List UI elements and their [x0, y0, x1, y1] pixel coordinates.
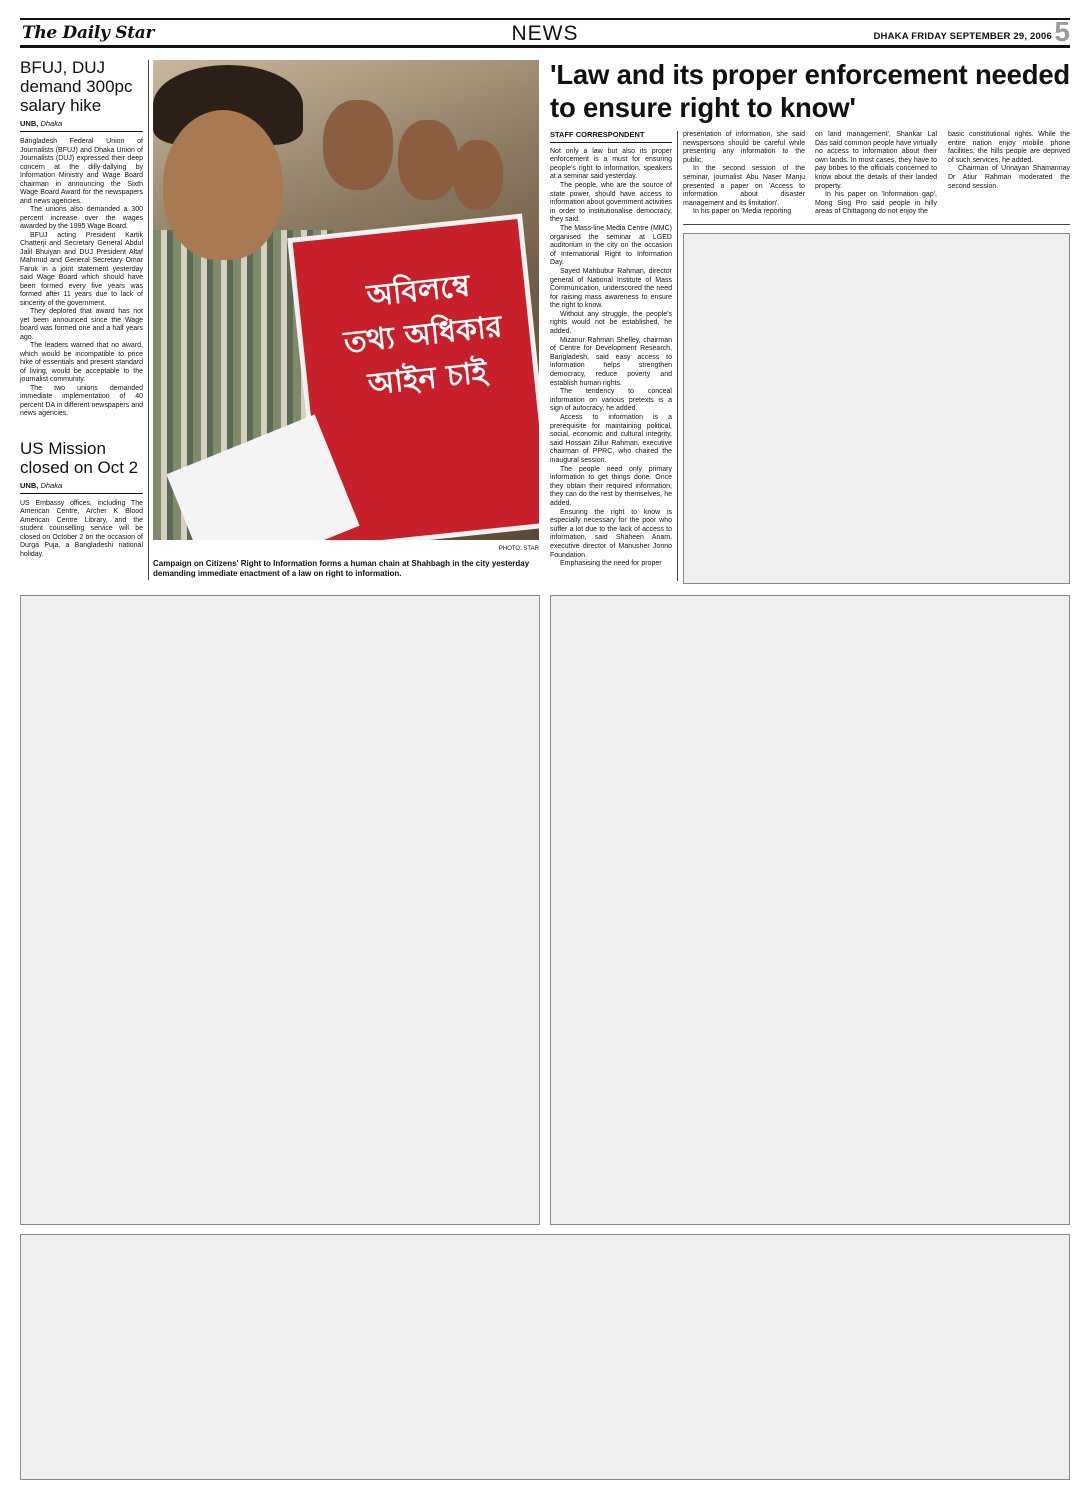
story-paragraph: Without any struggle, the people's rights would not be established, he added. [550, 310, 672, 336]
main-story-column-3 [815, 131, 937, 217]
story-byline [20, 481, 143, 494]
byline-place: Dhaka [40, 119, 63, 128]
photo-caption: Campaign on Citizens' Right to Information forms a human chain at Shahbagh in the city yesterday demanding immediate enactment of a law on right to information. [153, 559, 530, 578]
story-paragraph: The people, who are the source of state power, should have access to information about government activities in order to institutionalise democracy, they said. [550, 181, 672, 224]
column-divider [677, 131, 678, 581]
person-shape [453, 140, 503, 210]
story-paragraph: on land management', Shankar Lal Das said common people have virtually no access to information about their own lands. In most cases, they have to pay bribes to the officials concerned to know about the details of their landed property. [815, 131, 937, 190]
ad-placeholder-right-large [550, 595, 1070, 1225]
story-paragraph: In his paper on 'Media reporting [693, 208, 792, 216]
main-story-column-4 [948, 131, 1070, 191]
boy-face-shape [163, 110, 283, 260]
byline-place: Dhaka [40, 480, 63, 490]
byline-agency: UNB, [20, 480, 39, 490]
story-body [20, 138, 143, 419]
story-paragraph: Emphasising the need for proper [560, 560, 662, 568]
story-paragraph: The Mass-line Media Centre (MMC) organised the seminar at LGED auditorium in the city on the occasion of International Right to Information Day. [550, 224, 672, 267]
story-paragraph: The leaders warned that no award, which would be incompatible to price hike of essentials and present standard of living, would be acceptable to the journalist community. [20, 342, 143, 383]
issue-date: DHAKA FRIDAY SEPTEMBER 29, 2006 [873, 31, 1052, 42]
left-column [20, 58, 143, 559]
section-title: NEWS [511, 22, 579, 45]
sign-text: অবিলম্বে তথ্য অধিকার আইন চাই [342, 268, 504, 403]
story-paragraph: US Embassy offices, including The American Centre, Archer K Blood American Centre Library, and the student counselling service will be closed on October 2 on the occasion of Durga Puja, a Bangladeshi national holiday. [20, 499, 143, 558]
story-paragraph: Access to information is a prerequisite for maintaining political, social, economic and cultural integrity, said Hossain Zillur Rahman, executive chairman of PPRC, who chaired the inaugural session. [550, 414, 672, 464]
story-us-mission [20, 439, 143, 560]
story-paragraph: The tendency to conceal information on various pretexts is a sign of autocracy, he added. [550, 388, 672, 413]
story-paragraph: Bangladesh Federal Union of Journalists (BFUJ) and Dhaka Union of Journalists (DUJ) expressed their deep concern at the dilly-dallying by Information Ministry and Wage Board chairman in announcing the Sixth Wage Board Award for the newspapers and news agencies. [20, 138, 143, 205]
story-paragraph: In his paper on 'Information gap', Mong Sing Pro said people in hilly areas of Chittagong do not enjoy the [815, 191, 937, 216]
ad-placeholder-left [20, 595, 540, 1225]
main-headline: 'Law and its proper enforcement needed to ensure right to know' [550, 59, 1071, 123]
person-shape [398, 120, 458, 200]
page-number: 5 [1054, 16, 1070, 47]
column-divider [148, 60, 149, 580]
story-paragraph: presentation of information, she said newspersons should be careful while presenting any information to the public. [683, 131, 805, 164]
news-photo [153, 60, 539, 540]
story-paragraph: BFUJ acting President Kartik Chatterji and Secretary General Abdul Jalil Bhuiyan and DUJ President Altaf Mahmud and General Secretary Omar Faruk in a joint statement yesterday said Wage Board which should have been formed every five years was formed after 11 years due to lack of sincerity of the government. [20, 231, 143, 307]
person-shape [323, 100, 393, 190]
ad-placeholder-bottom [20, 1234, 1070, 1480]
story-paragraph: Mizanur Rahman Shelley, chairman of Centre for Development Research, Bangladesh, said easy access to information helps strengthen democracy, reduce poverty and establish human rights. [550, 336, 672, 387]
story-paragraph: The unions also demanded a 300 percent increase over the wages awarded by the 1995 Wage Board. [20, 206, 143, 230]
story-bfuj [20, 58, 143, 419]
photo-credit: PHOTO: STAR [498, 546, 539, 552]
story-body [20, 500, 143, 560]
newspaper-logo: The Daily Star [22, 23, 155, 43]
story-headline: BFUJ, DUJ demand 300pc salary hike [20, 58, 133, 115]
story-byline: STAFF CORRESPONDENT [550, 131, 672, 143]
story-paragraph: In the second session of the seminar, journalist Abu Naser Manju presented a paper on 'Access to information about disaster management and its limitation'. [683, 165, 805, 207]
story-paragraph: The two unions demanded immediate implementation of 40 percent DA in different newspapers and news agencies. [20, 384, 143, 417]
story-paragraph: The people need only primary information to get things done. Once they obtain their required information, they can do the rest by themselves, he added. [550, 465, 672, 507]
ad-placeholder-right [683, 233, 1070, 584]
story-headline: US Mission closed on Oct 2 [20, 438, 139, 477]
story-paragraph: Ensuring the right to know is especially necessary for the poor who suffer a lot due to the lack of access to information, said Shaheen Anam, executive director of Manusher Jonno Foundation. [550, 508, 672, 559]
masthead [20, 18, 1070, 48]
story-paragraph: They deplored that award has not yet been announced since the Wage board was formed one and a half years ago. [20, 308, 143, 341]
story-paragraph: basic constitutional rights. While the entire nation enjoy mobile phone facilities, the hills people are deprived of such services, he added. [948, 131, 1070, 164]
story-paragraph: Sayed Mahbubur Rahman, director general of National Institute of Mass Communication, underscored the need for raising mass awareness to ensure the right to know. [550, 267, 672, 310]
story-end-rule [683, 224, 1070, 225]
main-story-column-1 [550, 131, 672, 569]
story-paragraph: Not only a law but also its proper enforcement is a must for ensuring people's right to information, speakers at a seminar said yesterday. [550, 147, 672, 181]
story-paragraph: Chairman of Unnayan Shamannay Dr Atiur Rahman moderated the second session. [948, 165, 1070, 190]
main-story-column-2 [683, 131, 805, 217]
byline-agency: UNB, [20, 119, 39, 128]
story-byline [20, 119, 143, 132]
